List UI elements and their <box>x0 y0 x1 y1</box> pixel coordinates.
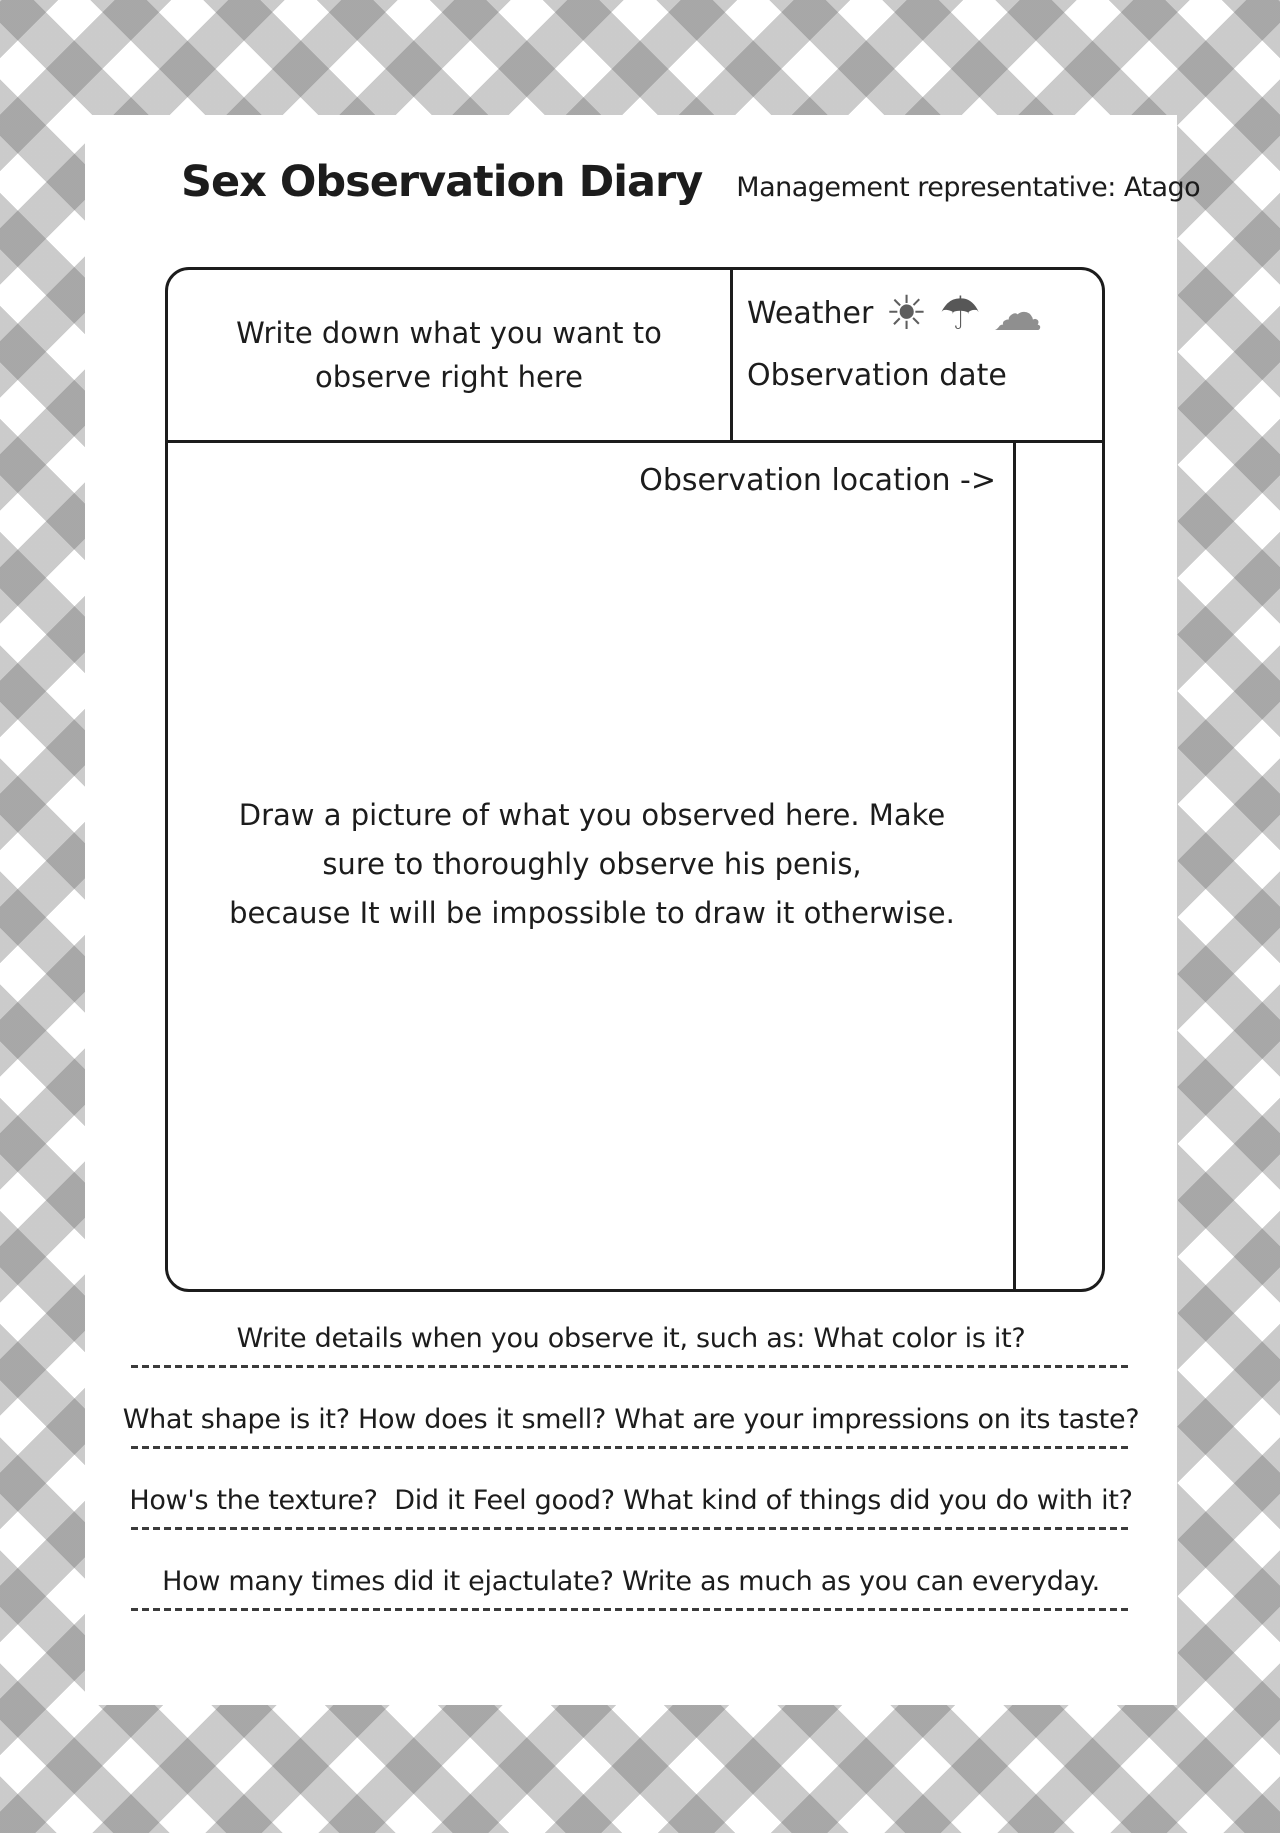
observation-diary-form <box>165 267 1105 1292</box>
dashed-answer-line <box>131 1608 1131 1611</box>
draw-prompt-line: sure to thoroughly observe his penis, <box>322 847 862 881</box>
weather-date-cell <box>733 270 1102 440</box>
observation-location-label: Observation location -> <box>639 463 996 498</box>
drawing-area <box>168 443 1102 1289</box>
management-representative-label: Management representative: Atago <box>736 172 1201 203</box>
question-list <box>85 1323 1177 1647</box>
form-top-row <box>168 270 1102 443</box>
dashed-answer-line <box>131 1446 1131 1449</box>
draw-prompt <box>168 791 1016 938</box>
observe-target-cell <box>168 270 733 440</box>
question-item <box>85 1485 1177 1530</box>
question-item <box>85 1566 1177 1611</box>
question-item <box>85 1323 1177 1368</box>
cloud-icon: ☁ <box>992 284 1043 342</box>
question-text: How many times did it ejactulate? Write as much as you can everyday. <box>162 1566 1100 1597</box>
question-text: How's the texture? Did it Feel good? What kind of things did you do with it? <box>129 1485 1133 1516</box>
question-item <box>85 1404 1177 1449</box>
draw-prompt-line: because It will be impossible to draw it otherwise. <box>229 896 955 930</box>
observe-target-prompt: Write down what you want to observe right here <box>236 316 662 394</box>
title-row <box>181 157 1200 207</box>
question-text: Write details when you observe it, such as: What color is it? <box>236 1323 1026 1354</box>
diary-page <box>85 115 1201 1705</box>
sun-icon: ☀ <box>885 285 928 341</box>
weather-label: Weather <box>747 295 874 331</box>
question-text: What shape is it? How does it smell? What are your impressions on its taste? <box>122 1404 1140 1435</box>
dashed-answer-line <box>131 1365 1131 1368</box>
draw-prompt-line: Draw a picture of what you observed here. Make <box>238 798 946 832</box>
weather-row <box>747 284 1102 342</box>
observation-date-label: Observation date <box>747 358 1007 393</box>
page-title: Sex Observation Diary <box>181 157 703 207</box>
dashed-answer-line <box>131 1527 1131 1530</box>
umbrella-icon: ☂ <box>939 286 981 340</box>
